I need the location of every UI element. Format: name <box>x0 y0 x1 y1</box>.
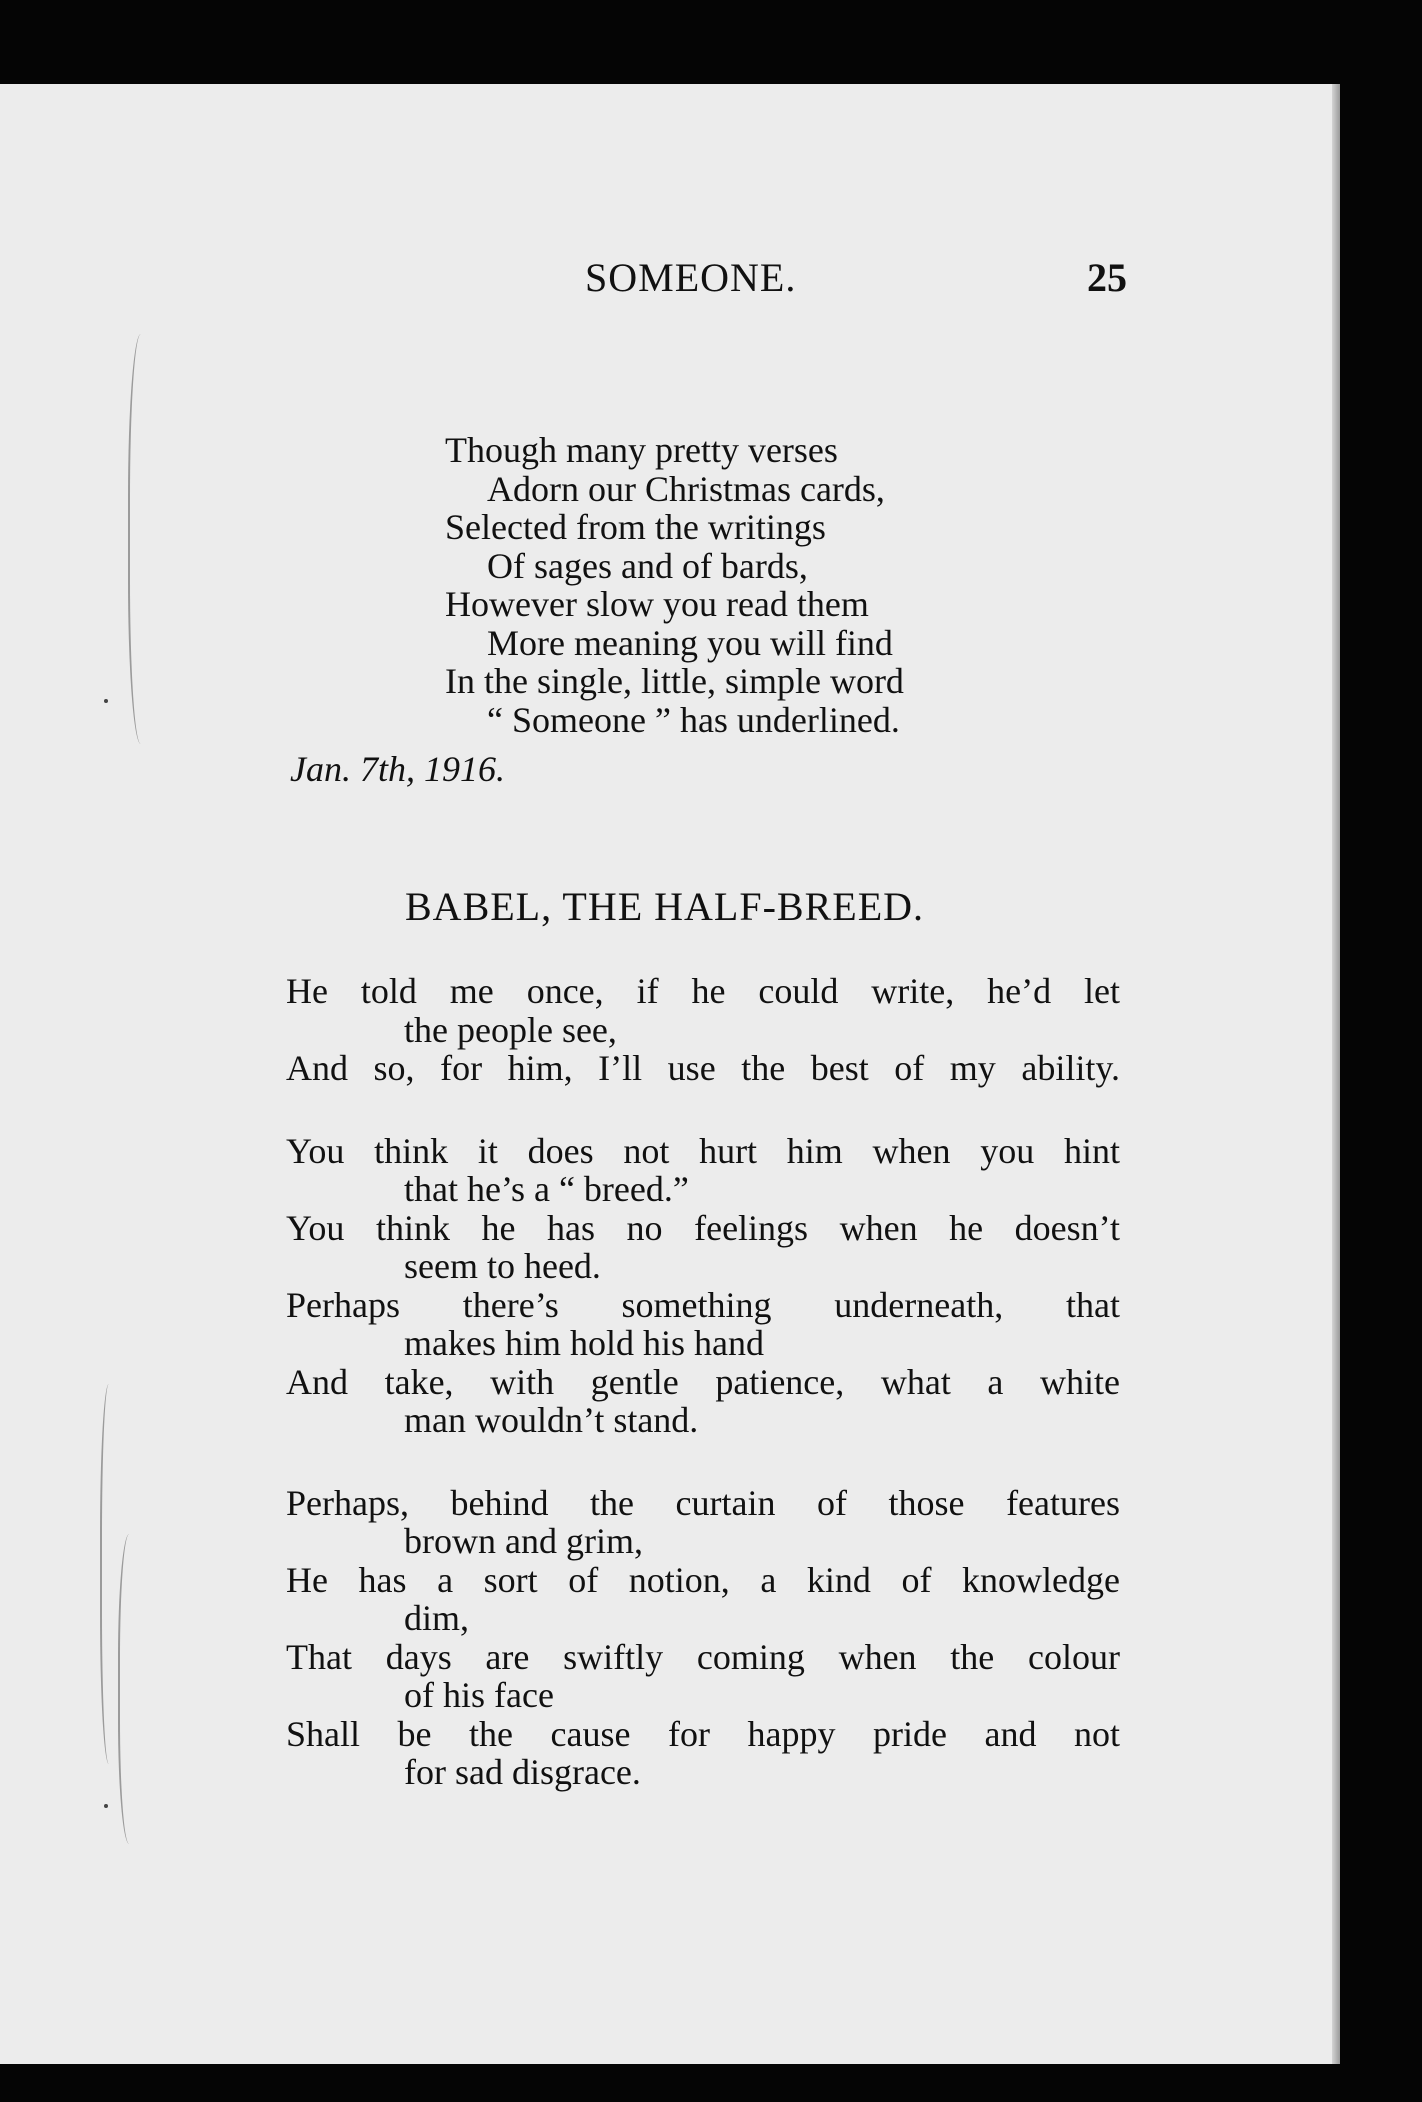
verse-continuation: dim, <box>404 1598 470 1638</box>
verse-continuation: of his face <box>404 1675 554 1715</box>
verse-continuation: the people see, <box>404 1009 617 1050</box>
poem-babel <box>286 972 1120 1792</box>
verse-line: You think it does not hurt him when you hint <box>286 1130 1120 1171</box>
poem-line: Of sages and of bards, <box>487 545 808 586</box>
verse-line: And so, for him, I’ll use the best of my ability. <box>286 1048 1120 1088</box>
verse-line: He has a sort of notion, a kind of knowledge <box>286 1559 1120 1600</box>
stanza <box>286 1484 1120 1792</box>
binding-mark <box>128 334 160 744</box>
verse-line: Perhaps there’s something underneath, that <box>286 1284 1120 1325</box>
poem-someone <box>445 431 904 739</box>
poem-line: Though many pretty verses <box>445 430 838 470</box>
poem-line: “ Someone ” has underlined. <box>487 699 900 740</box>
poem-line: Selected from the writings <box>445 507 826 547</box>
verse-line: And take, with gentle patience, what a white <box>286 1361 1120 1402</box>
verse-line: Shall be the cause for happy pride and not <box>286 1713 1120 1754</box>
book-page <box>0 84 1340 2064</box>
stanza <box>286 972 1120 1088</box>
verse-line: You think he has no feelings when he doesn’t <box>286 1207 1120 1248</box>
running-title: SOMEONE. <box>585 255 797 300</box>
poem-title: BABEL, THE HALF-BREED. <box>405 884 925 929</box>
verse-continuation: brown and grim, <box>404 1521 643 1561</box>
poem-line: In the single, little, simple word <box>445 661 904 701</box>
verse-continuation: man wouldn’t stand. <box>404 1400 699 1440</box>
poem-line: More meaning you will find <box>487 622 893 663</box>
page-edge <box>1332 84 1340 2064</box>
verse-continuation: makes him hold his hand <box>404 1323 764 1363</box>
verse-line: He told me once, if he could write, he’d let <box>286 971 1120 1011</box>
verse-continuation: for sad disgrace. <box>404 1752 641 1792</box>
poem-date: Jan. 7th, 1916. <box>290 749 505 789</box>
verse-line: Perhaps, behind the curtain of those features <box>286 1482 1120 1523</box>
verse-continuation: seem to heed. <box>404 1246 601 1286</box>
verse-continuation: that he’s a “ breed.” <box>404 1169 689 1209</box>
binding-mark <box>118 1534 146 1844</box>
verse-line: That days are swiftly coming when the colour <box>286 1636 1120 1677</box>
page-number: 25 <box>1087 255 1127 300</box>
poem-line: Adorn our Christmas cards, <box>487 468 885 509</box>
poem-line: However slow you read them <box>445 584 869 624</box>
ink-speck <box>104 699 108 703</box>
ink-speck <box>104 1804 108 1808</box>
stanza <box>286 1132 1120 1440</box>
